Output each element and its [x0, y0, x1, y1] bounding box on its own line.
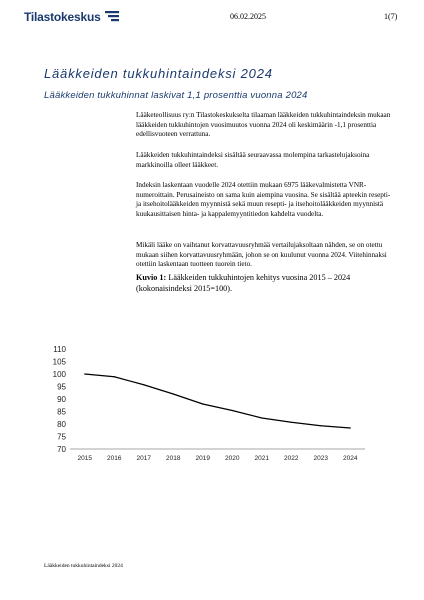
data-point	[261, 417, 262, 418]
x-tick-label: 2017	[136, 455, 151, 462]
y-tick-label: 70	[57, 445, 66, 454]
paragraph-4: Mikäli lääke on vaihtanut korvattavuusryhmää vertailujaksoltaan nähden, se on otettu mukaan siihen korvattavuusryhmään, johon se on kuulunut vuonna 2024. Viitehinnaksi otettiin laskentaan tuotteen tuorein tieto.	[136, 241, 387, 269]
page-title: Lääkkeiden tukkuhintaindeksi 2024	[44, 66, 273, 81]
data-point	[114, 376, 115, 377]
y-tick-label: 100	[52, 370, 66, 379]
data-point	[84, 373, 85, 374]
footer-text: Lääkkeiden tukkuhintaindeksi 2024	[44, 563, 123, 569]
line-chart	[40, 338, 370, 468]
data-point	[232, 410, 233, 411]
x-tick-label: 2021	[254, 455, 269, 462]
y-tick-label: 75	[57, 432, 66, 442]
paragraph-1: Lääketeollisuus ry:n Tilastokeskukselta tilaaman lääkkeiden tukkuhintaindeksin mukaan lääkkeiden tukkuhintojen vuosimuutos vuonna 2024 oli keskimäärin -1,1 prosenttia edellisvuoteen verrattuna.	[136, 111, 391, 139]
x-tick-label: 2020	[225, 455, 240, 462]
x-tick-label: 2016	[107, 455, 122, 462]
data-point	[320, 425, 321, 426]
y-tick-label: 80	[57, 420, 66, 429]
y-tick-label: 95	[57, 382, 66, 392]
logo-text: Tilastokeskus	[24, 10, 101, 24]
series-line	[85, 374, 351, 428]
data-point	[173, 393, 174, 394]
y-tick-label: 105	[52, 357, 66, 367]
data-point	[202, 403, 203, 404]
x-tick-label: 2023	[313, 455, 328, 462]
x-tick-label: 2024	[343, 455, 358, 462]
figure-caption-text: Lääkkeiden tukkuhintojen kehitys vuosina 2015 – 2024 (kokonaisindeksi 2015=100).	[136, 273, 351, 293]
paragraph-3: Indeksin laskentaan vuodelle 2024 otettiin mukaan 6975 lääkevalmistetta VNR-numeroittain. Perusaineisto on sama kuin aiempina vuosina. Se sisältää apteekin resepti- ja itsehoitolääkkeiden myynnistä sekä muun resepti- ja itsehoitolääkkeiden myynnistä kuukausittaisen hinta- ja kappalemyyntitiedon kahdelta vuodelta.	[136, 181, 391, 218]
x-tick-label: 2022	[284, 455, 299, 462]
header-date: 06.02.2025	[230, 12, 266, 21]
y-tick-label: 110	[53, 345, 66, 354]
y-tick-label: 90	[57, 395, 66, 404]
data-point	[350, 427, 351, 428]
logo	[24, 10, 119, 24]
x-tick-label: 2015	[77, 455, 92, 462]
data-point	[291, 422, 292, 423]
paragraph-2: Lääkkeiden tukkuhintaindeksi sisältää seuraavassa molempina tarkastelujaksoina markkinoilla olleet lääkkeet.	[136, 151, 370, 169]
y-tick-label: 85	[57, 407, 66, 417]
logo-mark-icon	[105, 10, 119, 24]
page-subtitle: Lääkkeiden tukkuhinnat laskivat 1,1 prosenttia vuonna 2024	[44, 90, 308, 101]
header-page-number: 1(7)	[384, 12, 398, 21]
x-tick-label: 2019	[195, 455, 210, 462]
figure-caption-label: Kuvio 1:	[136, 273, 167, 282]
x-tick-label: 2018	[166, 455, 181, 462]
data-point	[143, 384, 144, 385]
figure-caption	[136, 273, 396, 294]
